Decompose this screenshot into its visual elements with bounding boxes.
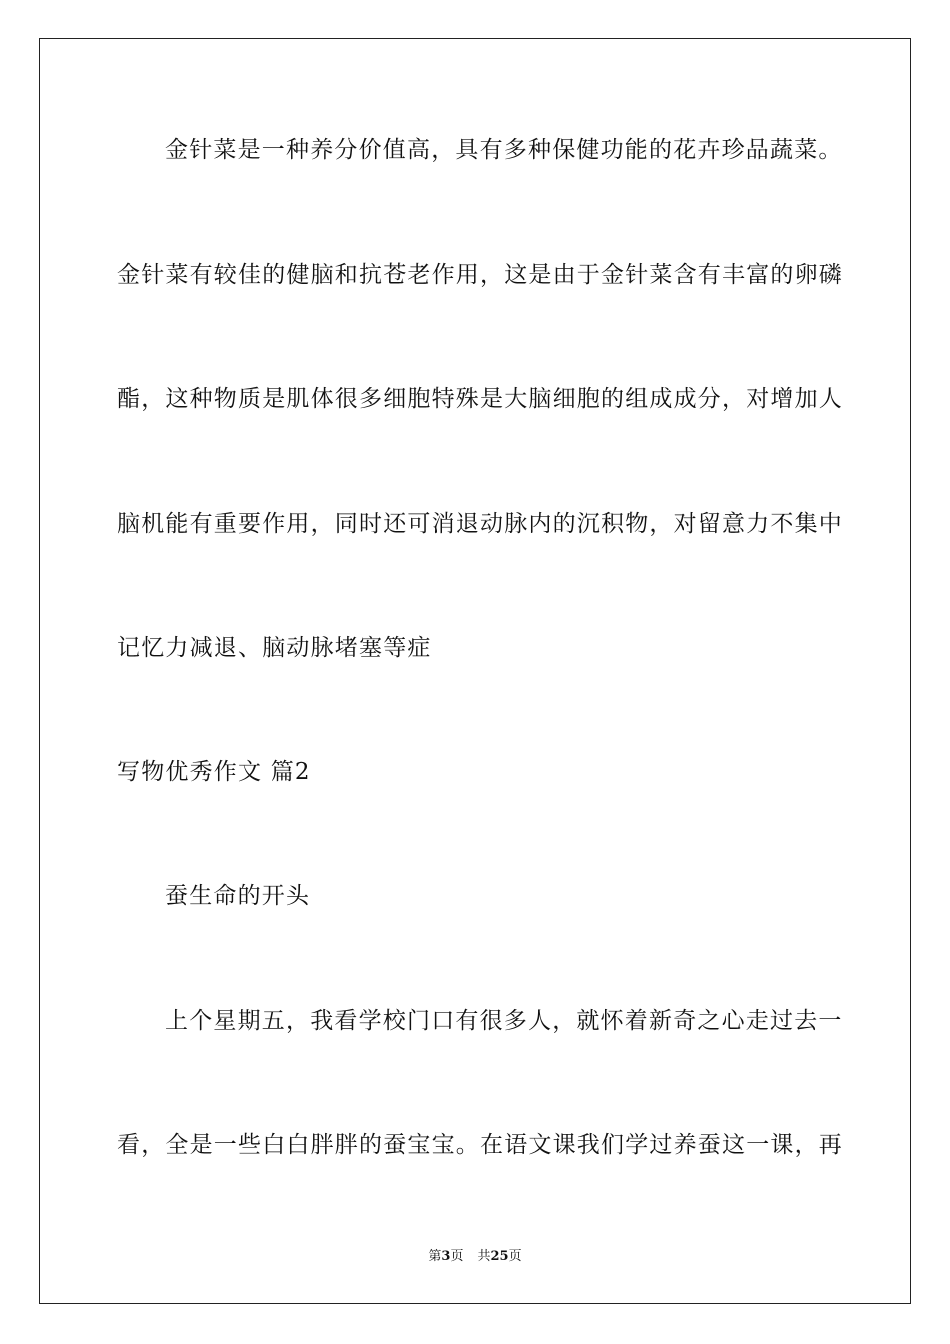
paragraph-line-6: 上个星期五，我看学校门口有很多人，就怀着新奇之心走过去一	[165, 1008, 843, 1034]
page-total: 25	[490, 1249, 509, 1264]
section-heading: 写物优秀作文 篇2	[117, 759, 311, 785]
paragraph-line-2: 金针菜有较佳的健脑和抗苍老作用，这是由于金针菜含有丰富的卵磷	[117, 262, 843, 288]
paragraph-line-4: 脑机能有重要作用，同时还可消退动脉内的沉积物，对留意力不集中	[117, 511, 843, 537]
page-current: 3	[441, 1249, 451, 1264]
paragraph-line-5: 记忆力减退、脑动脉堵塞等症	[117, 635, 432, 661]
page-frame	[39, 38, 911, 1304]
total-suffix: 页	[508, 1249, 522, 1264]
paragraph-line-1: 金针菜是一种养分价值高，具有多种保健功能的花卉珍品蔬菜。	[165, 137, 843, 163]
essay-title: 蚕生命的开头	[165, 883, 311, 909]
page-suffix: 页	[450, 1249, 464, 1264]
paragraph-line-7: 看，全是一些白白胖胖的蚕宝宝。在语文课我们学过养蚕这一课，再	[117, 1132, 843, 1158]
total-prefix: 共	[477, 1249, 491, 1264]
page-prefix: 第	[428, 1249, 442, 1264]
paragraph-line-3: 酯，这种物质是肌体很多细胞特殊是大脑细胞的组成成分，对增加人	[117, 386, 843, 412]
page-footer	[0, 1248, 950, 1266]
